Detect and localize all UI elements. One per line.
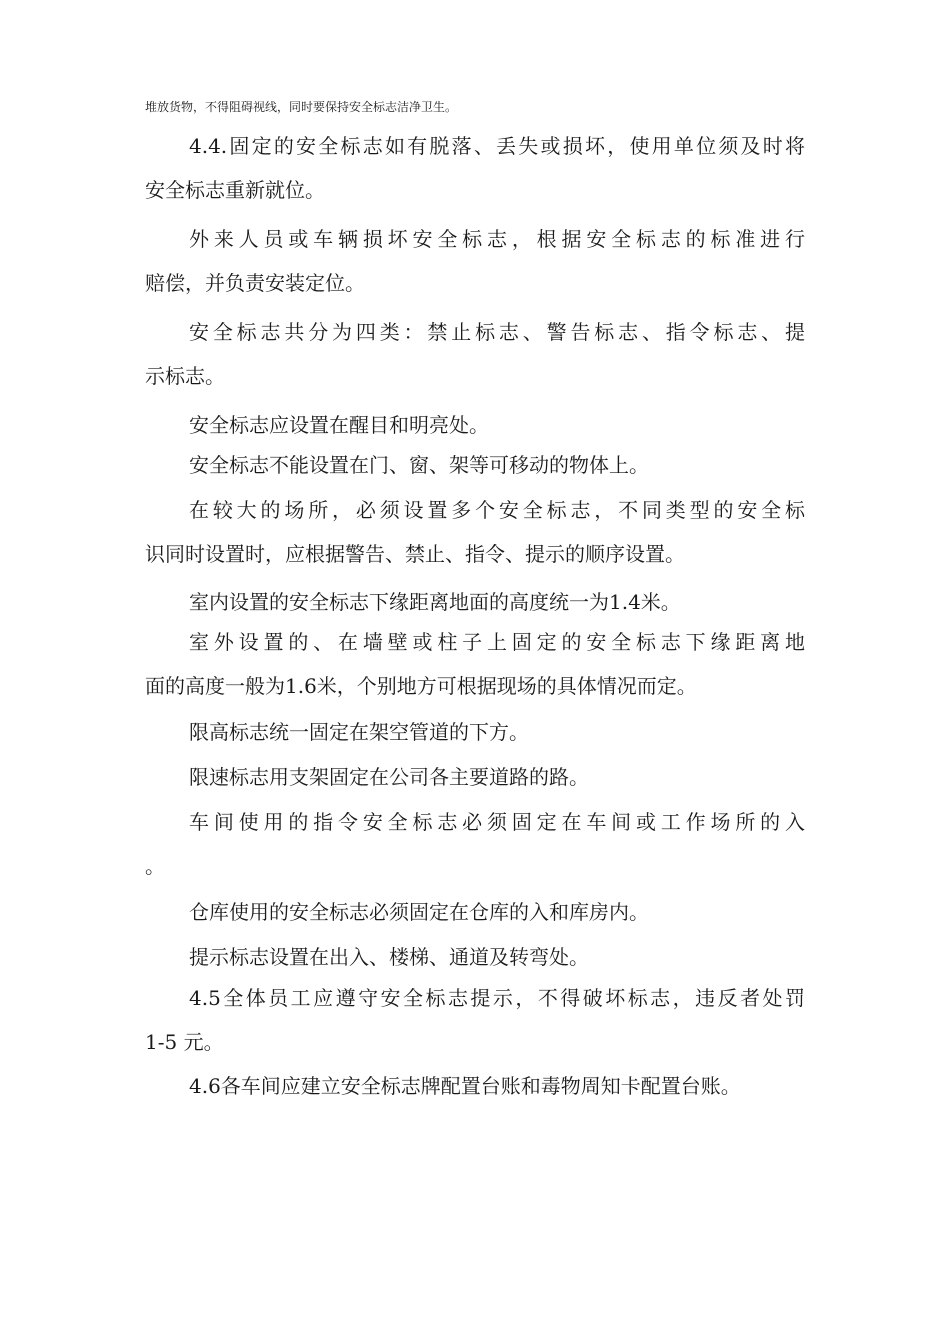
paragraph-line: 车间使用的指令安全标志必须固定在车间或工作场所的入 [189,810,805,834]
paragraph-multiple-signs [145,488,805,576]
paragraph-line: 4.5全体员工应遵守安全标志提示，不得破坏标志，违反者处罚 [189,986,805,1010]
paragraph-line: 。 [145,854,165,878]
paragraph-speed-limit [145,755,805,799]
paragraph-line: 示标志。 [145,364,225,388]
paragraph-line: 识同时设置时，应根据警告、禁止、指令、提示的顺序设置。 [145,542,685,566]
paragraph-line: 安全标志共分为四类：禁止标志、警告标志、指令标志、提 [189,320,805,344]
paragraph-sign-types [145,310,805,398]
paragraph-4-4 [145,124,805,212]
paragraph-line: 安全标志不能设置在门、窗、架等可移动的物体上。 [189,453,649,477]
top-text-line: 堆放货物，不得阻碍视线，同时要保持安全标志洁净卫生。 [145,100,458,114]
paragraph-line: 仓库使用的安全标志必须固定在仓库的入和库房内。 [189,900,649,924]
paragraph-workshop [145,800,805,888]
paragraph-line: 4.6各车间应建立安全标志牌配置台账和毒物周知卡配置台账。 [189,1074,741,1098]
paragraph-line: 赔偿，并负责安装定位。 [145,271,365,295]
paragraph-indoor-height [145,580,805,624]
paragraph-prompt-signs [145,935,805,979]
paragraph-compensation [145,217,805,305]
paragraph-line: 在较大的场所，必须设置多个安全标志，不同类型的安全标 [189,498,805,522]
paragraph-line: 安全标志重新就位。 [145,178,325,202]
paragraph-line: 4.4.固定的安全标志如有脱落、丢失或损坏，使用单位须及时将 [189,134,805,158]
paragraph-placement-visible [145,403,805,447]
paragraph-height-limit [145,710,805,754]
paragraph-warehouse [145,890,805,934]
paragraph-no-movable [145,443,805,487]
paragraph-4-6 [145,1064,805,1108]
paragraph-line: 1-5 元。 [145,1030,224,1054]
paragraph-outdoor-height [145,620,805,708]
paragraph-line: 外来人员或车辆损坏安全标志，根据安全标志的标准进行 [189,227,805,251]
paragraph-line: 室外设置的、在墙壁或柱子上固定的安全标志下缘距离地 [189,630,805,654]
paragraph-line: 限高标志统一固定在架空管道的下方。 [189,720,529,744]
paragraph-line: 限速标志用支架固定在公司各主要道路的路。 [189,765,589,789]
paragraph-line: 安全标志应设置在醒目和明亮处。 [189,413,489,437]
paragraph-4-5 [145,976,805,1064]
paragraph-line: 面的高度一般为1.6米，个别地方可根据现场的具体情况而定。 [145,674,697,698]
paragraph-line: 提示标志设置在出入、楼梯、通道及转弯处。 [189,945,589,969]
paragraph-line: 室内设置的安全标志下缘距离地面的高度统一为1.4米。 [189,590,681,614]
